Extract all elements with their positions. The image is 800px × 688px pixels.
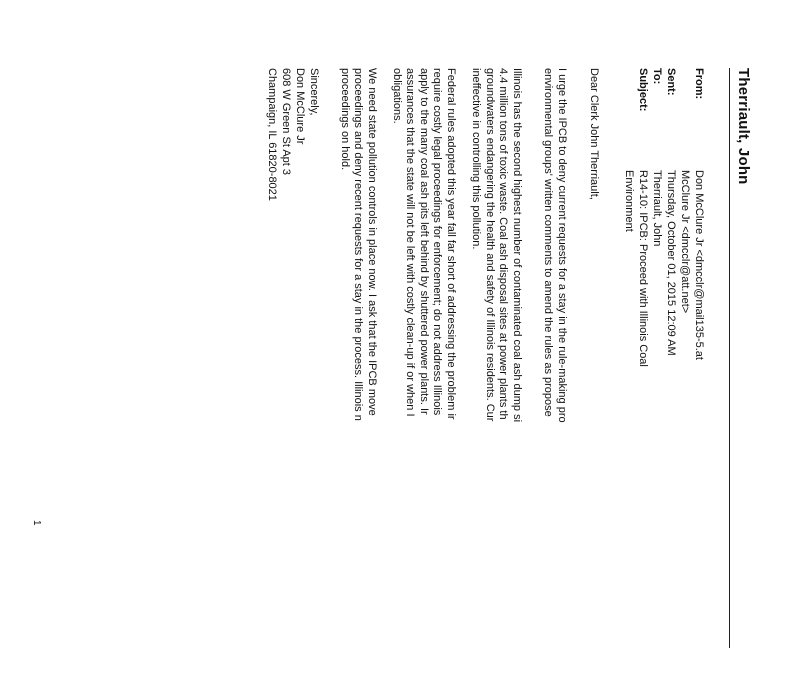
- from-value-cont: McClure Jr <dmcclr@att.net>: [679, 170, 691, 314]
- title-divider: [729, 68, 730, 648]
- page-number: 1: [31, 520, 42, 526]
- from-value: Don McClure Jr <dmcclr@mail135-5.at: [693, 170, 705, 360]
- subject-label: Subject:: [637, 68, 649, 112]
- subject-value-cont: Environment: [623, 170, 635, 232]
- signature-city: Champaign, IL 61820-8021: [266, 68, 278, 201]
- closing: Sincerely,: [308, 68, 320, 116]
- sent-value: Thursday, October 01, 2015 12:09 AM: [665, 170, 677, 356]
- salutation: Dear Clerk John Therriault,: [588, 68, 600, 200]
- to-label: To:: [651, 68, 663, 85]
- body-paragraph-3: Federal rules adopted this year fall far short of addressing the problem ir require costly legal proceedings for enforcement; do not address Illinois apply to the many coal ash pits left behind by shuttered power plants. Ir assurances that the state will not be left with costly clean-up if or when I obligations.: [391, 68, 457, 420]
- body-paragraph-1: I urge the IPCB to deny current requests for a stay in the rule-making pro environmental groups' written comments to amend the rules as propose: [542, 68, 568, 423]
- subject-value: R14-10: IPCB: Proceed with Illinois Coal: [637, 170, 649, 367]
- to-value: Therriault, John: [651, 170, 663, 247]
- signature-name: Don McClure Jr: [294, 68, 306, 145]
- signature-street: 608 W Green St Apt 3: [280, 68, 292, 176]
- body-paragraph-2: Illinois has the second highest number of contaminated coal ash dump si 4.4 million tons of toxic waste. Coal ash disposal sites at power plants th groundwaters endangering the health and safety of Illinois residents. Cur ineffective in controlling this pollution.: [470, 68, 523, 423]
- document-title: Therriault, John: [735, 68, 752, 185]
- body-paragraph-4: We need state pollution controls in place now. I ask that the IPCB move proceedings and deny recent requests for a stay in the process. Illinois n proceedings on hold.: [339, 68, 378, 421]
- sent-label: Sent:: [665, 68, 677, 96]
- from-label: From:: [693, 68, 705, 100]
